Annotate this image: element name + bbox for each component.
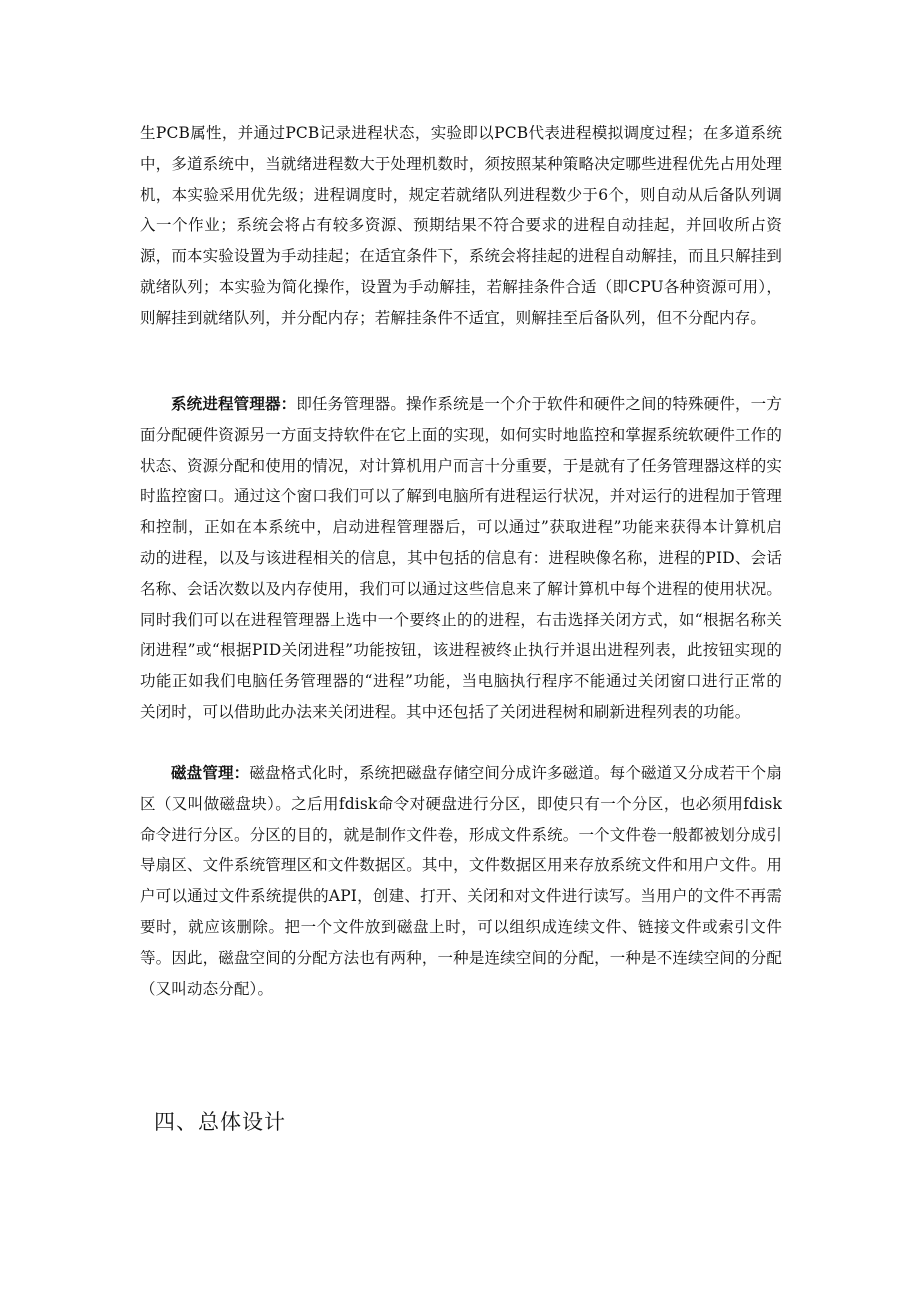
section-heading: 四、总体设计 <box>154 1110 286 1134</box>
paragraph-disk-management <box>140 758 782 1004</box>
paragraph-text: 生PCB属性，并通过PCB记录进程状态，实验即以PCB代表进程模拟调度过程；在多道系统中，多道系统中，当就绪进程数大于处理机数时，须按照某种策略决定哪些进程优先占用处理机，本实验采用优先级；进程调度时，规定若就绪队列进程数少于6个，则自动从后备队列调入一个作业；系统会将占有较多资源、预期结果不符合要求的进程自动挂起，并回收所占资源，而本实验设置为手动挂起；在适宜条件下，系统会将挂起的进程自动解挂，而且只解挂到就绪队列；本实验为简化操作，设置为手动解挂，若解挂条件合适（即CPU各种资源可用），则解挂到就绪队列，并分配内存；若解挂条件不适宜，则解挂至后备队列，但不分配内存。 <box>140 124 782 327</box>
paragraph-text: 磁盘格式化时，系统把磁盘存储空间分成许多磁道。每个磁道又分成若干个扇区（又叫做磁盘块）。之后用fdisk命令对硬盘进行分区，即使只有一个分区，也必须用fdisk命令进行分区。分区的目的，就是制作文件卷，形成文件系统。一个文件卷一般都被划分成引导扇区、文件系统管理区和文件数据区。其中，文件数据区用来存放系统文件和用户文件。用户可以通过文件系统提供的API，创建、打开、关闭和对文件进行读写。当用户的文件不再需要时，就应该删除。把一个文件放到磁盘上时，可以组织成连续文件、链接文件或索引文件等。因此，磁盘空间的分配方法也有两种，一种是连续空间的分配，一种是不连续空间的分配（又叫动态分配）。 <box>140 764 782 998</box>
paragraph-task-manager <box>140 389 782 728</box>
paragraph-label: 磁盘管理： <box>171 764 250 782</box>
paragraph-process-scheduling <box>140 118 782 334</box>
paragraph-label: 系统进程管理器： <box>171 395 297 413</box>
paragraph-text: 即任务管理器。操作系统是一个介于软件和硬件之间的特殊硬件，一方面分配硬件资源另一方面支持软件在它上面的实现，如何实时地监控和掌握系统软硬件工作的状态、资源分配和使用的情况，对计算机用户而言十分重要，于是就有了任务管理器这样的实时监控窗口。通过这个窗口我们可以了解到电脑所有进程运行状况，并对运行的进程加于管理和控制，正如在本系统中，启动进程管理器后，可以通过”获取进程”功能来获得本计算机启动的进程，以及与该进程相关的信息，其中包括的信息有：进程映像名称，进程的PID、会话名称、会话次数以及内存使用，我们可以通过这些信息来了解计算机中每个进程的使用状况。同时我们可以在进程管理器上选中一个要终止的的进程，右击选择关闭方式，如“根据名称关闭进程”或“根据PID关闭进程”功能按钮，该进程被终止执行并退出进程列表，此按钮实现的功能正如我们电脑任务管理器的“进程”功能，当电脑执行程序不能通过关闭窗口进行正常的关闭时，可以借助此办法来关闭进程。其中还包括了关闭进程树和刷新进程列表的功能。 <box>140 395 783 721</box>
